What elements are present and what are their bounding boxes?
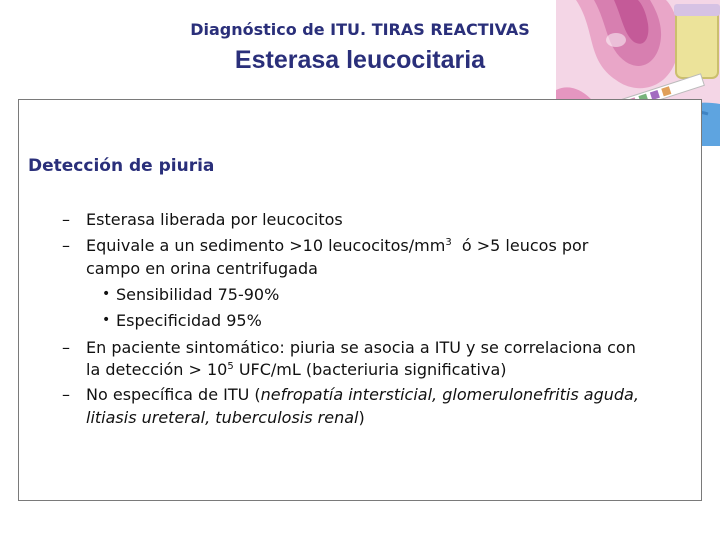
- dash-marker: –: [62, 210, 70, 229]
- section-heading: Detección de piuria: [28, 156, 215, 176]
- sub-list-item: Especificidad 95%: [116, 311, 262, 330]
- dash-marker: –: [62, 236, 70, 255]
- dash-marker: –: [62, 385, 70, 404]
- list-item: Esterasa liberada por leucocitos: [86, 210, 343, 229]
- list-item-continuation: la detección > $10^5$ UFC/mL (bacteriuria significativa): [86, 360, 507, 379]
- dash-marker: –: [62, 338, 70, 357]
- bullet-marker: •: [102, 312, 111, 328]
- sub-list-item: Sensibilidad 75-90%: [116, 285, 280, 304]
- list-item-continuation: campo en orina centrifugada: [86, 259, 318, 278]
- slide-title: Esterasa leucocitaria: [234, 46, 486, 74]
- slide-subtitle: Diagnóstico de ITU. TIRAS REACTIVAS: [190, 20, 530, 39]
- list-item: No específica de ITU (nefropatía intersticial, glomerulonefritis aguda,: [86, 385, 639, 404]
- bullet-marker: •: [102, 286, 111, 302]
- list-item-continuation: litiasis ureteral, tuberculosis renal): [86, 408, 365, 427]
- list-item: Equivale a un sedimento >10 leucocitos/$mm^3$ ó >5 leucos por: [86, 236, 589, 255]
- list-item: En paciente sintomático: piuria se asocia a ITU y se correlaciona con: [86, 338, 636, 357]
